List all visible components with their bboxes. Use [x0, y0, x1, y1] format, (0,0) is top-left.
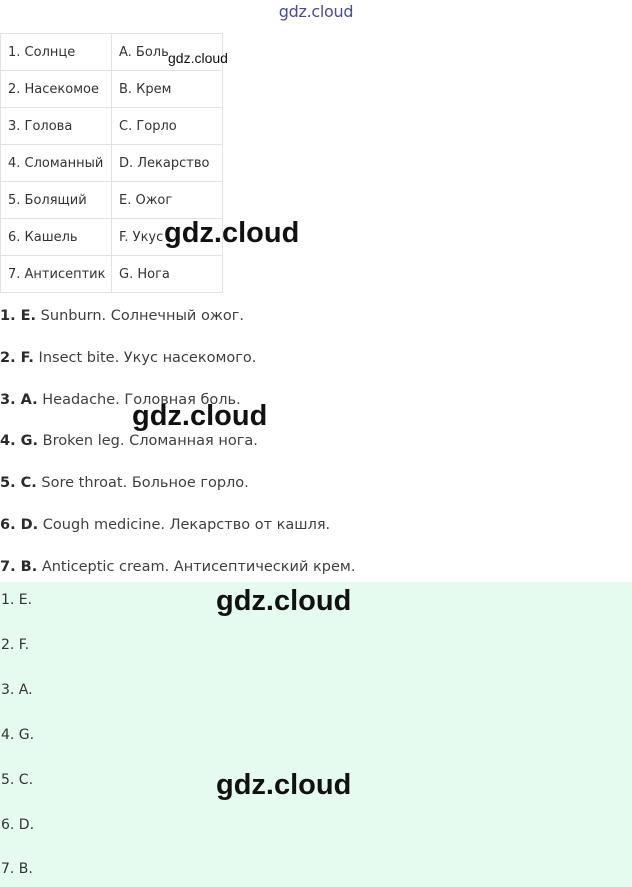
table-cell-right: A. Боль: [112, 34, 223, 71]
answer-item: [0, 387, 632, 429]
answer-item: [0, 303, 632, 345]
short-answer: 5. C.: [1, 772, 34, 788]
table-row: [1, 71, 223, 108]
short-answer: 4. G.: [1, 727, 35, 743]
table-cell-left: 2. Насекомое: [1, 71, 112, 108]
table-cell-left: 4. Сломанный: [1, 145, 112, 182]
watermark-large: gdz.cloud: [216, 585, 352, 617]
table-cell-right: G. Нога: [112, 256, 223, 293]
answer-number: 1. E.: [0, 308, 37, 324]
short-answer: 2. F.: [1, 637, 30, 653]
table-row: [1, 182, 223, 219]
watermark-small: gdz.cloud: [168, 50, 228, 66]
answer-item: [0, 470, 632, 512]
table-cell-left: 1. Солнце: [1, 34, 112, 71]
answer-text: Headache. Головная боль.: [37, 391, 241, 408]
short-answers-block: [0, 582, 632, 887]
table-cell-right: C. Горло: [112, 108, 223, 145]
answer-number: 6. D.: [0, 516, 39, 533]
table-cell-left: 7. Антисептик: [1, 256, 112, 293]
short-answer: 1. E.: [1, 592, 33, 608]
table-row: [1, 256, 223, 293]
answer-text: Sunburn. Солнечный ожог.: [36, 308, 244, 324]
short-answer: 6. D.: [1, 817, 35, 833]
table-cell-right: D. Лекарство: [112, 145, 223, 182]
short-answer: 7. B.: [1, 861, 33, 877]
table-cell-right: B. Крем: [112, 71, 223, 108]
answer-text: Sore throat. Больное горло.: [36, 475, 249, 492]
answer-text: Anticeptic cream. Антисептический крем.: [37, 558, 356, 575]
table-row: [1, 145, 223, 182]
table-cell-left: 6. Кашель: [1, 219, 112, 256]
answer-text: Cough medicine. Лекарство от кашля.: [38, 516, 331, 533]
matching-table: [0, 33, 223, 293]
answer-text: Broken leg. Сломанная нога.: [38, 433, 258, 450]
answer-number: 3. A.: [0, 391, 38, 408]
watermark-large: gdz.cloud: [164, 217, 300, 249]
table-cell-left: 5. Болящий: [1, 182, 112, 219]
answer-number: 4. G.: [0, 433, 39, 450]
answer-number: 2. F.: [0, 349, 34, 366]
answer-item: [0, 345, 632, 387]
table-row: [1, 108, 223, 145]
watermark-large: gdz.cloud: [132, 400, 268, 432]
table-cell-right: F. Укус: [112, 219, 223, 256]
table-cell-right: E. Ожог: [112, 182, 223, 219]
answer-item: [0, 428, 632, 470]
answer-item: [0, 512, 632, 554]
short-answer: 3. A.: [1, 682, 33, 698]
watermark-large: gdz.cloud: [216, 769, 352, 801]
table-cell-left: 3. Голова: [1, 108, 112, 145]
answer-text: Insect bite. Укус насекомого.: [33, 349, 257, 366]
answers-list: [0, 303, 632, 596]
watermark-top: gdz.cloud: [278, 2, 354, 21]
answer-number: 7. B.: [0, 558, 38, 575]
answer-number: 5. C.: [0, 475, 37, 492]
